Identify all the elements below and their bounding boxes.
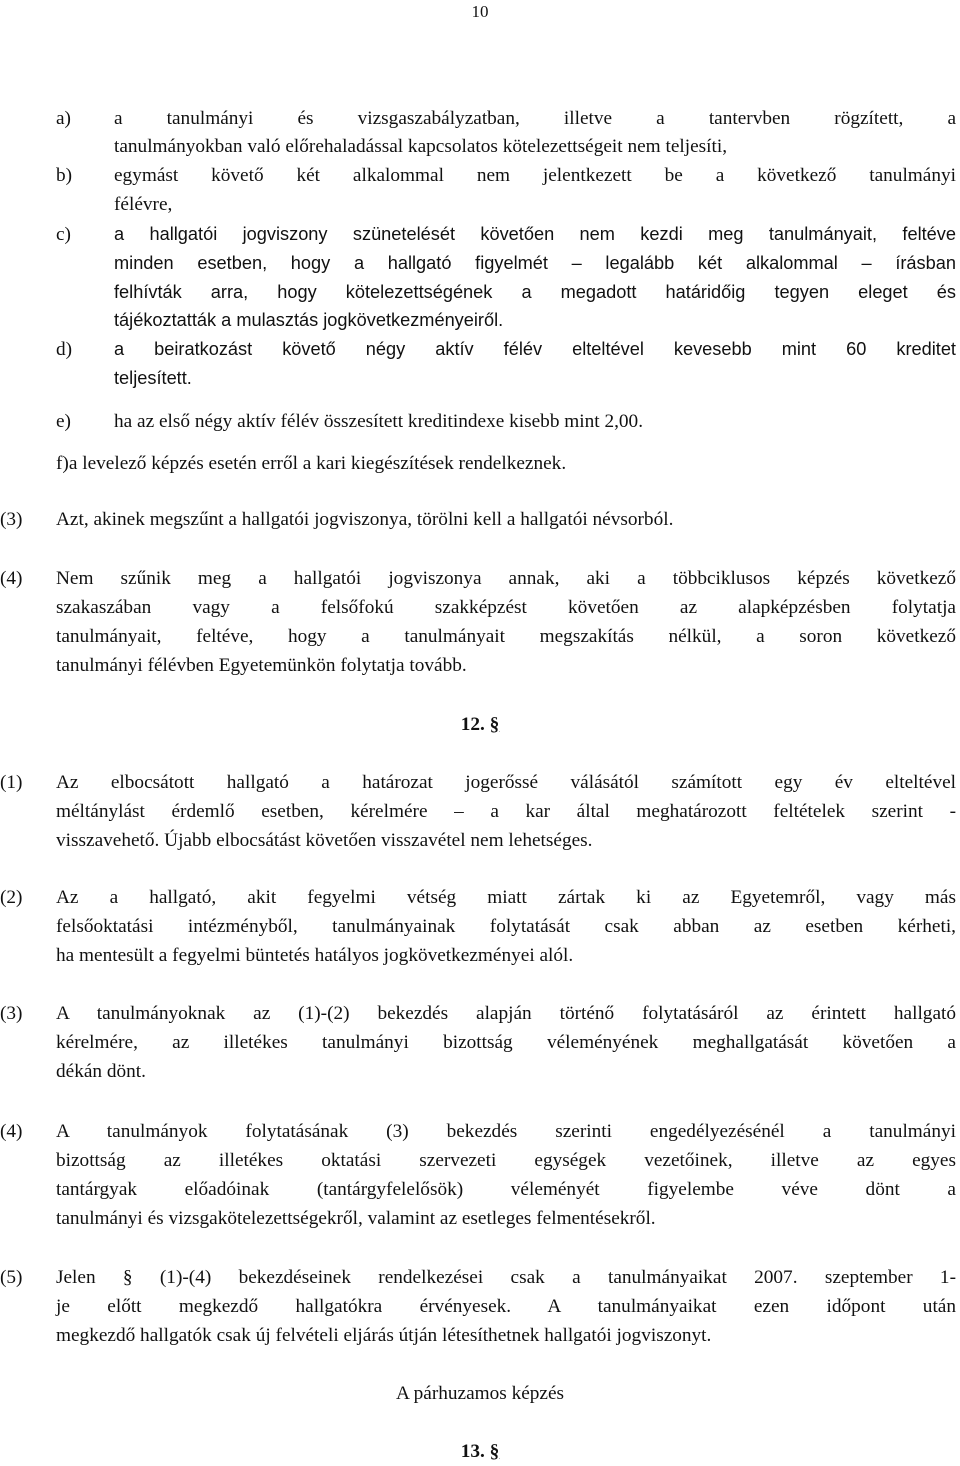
paragraph-11-4-line-4: tanulmányi félévben Egyetemünkön folytatja tovább. xyxy=(56,655,467,676)
list-item-a-line-1: a tanulmányi és vizsgaszabályzatban, illetve a tantervben rögzített, a xyxy=(114,108,956,129)
paragraph-12-5-line-1: Jelen § (1)-(4) bekezdéseinek rendelkezései csak a tanulmányaikat 2007. szeptember 1- xyxy=(56,1267,956,1288)
paragraph-12-1-line-1: Az elbocsátott hallgató a határozat jogerőssé válásától számított egy év elteltével xyxy=(56,772,956,793)
paragraph-12-2-line-2: felsőoktatási intézményből, tanulmányainak folytatását csak abban az esetben kérheti, xyxy=(56,916,956,937)
list-item-d-line-1: a beiratkozást követő négy aktív félév elteltével kevesebb mint 60 kreditet xyxy=(114,339,956,359)
paragraph-label-12-5: (5) xyxy=(0,1267,23,1288)
paragraph-12-4-line-2: bizottság az illetékes oktatási szervezeti egységek vezetőinek, illetve az egyes xyxy=(56,1150,956,1171)
list-item-b-line-2: félévre, xyxy=(114,194,173,215)
section-heading-12 xyxy=(0,713,960,737)
paragraph-12-4-line-1: A tanulmányok folytatásának (3) bekezdés szerinti engedélyezésénél a tanulmányi xyxy=(56,1121,956,1142)
list-item-c-line-3: felhívták arra, hogy kötelezettségének a megadott határidőig tegyen eleget és xyxy=(114,282,956,302)
list-item-f: f)a levelező képzés esetén erről a kari kiegészítések rendelkeznek. xyxy=(56,453,567,474)
paragraph-12-5-line-3: megkezdő hallgatók csak új felvételi eljárás útján létesíthetnek hallgatói jogviszonyt. xyxy=(56,1325,712,1346)
paragraph-label-12-3: (3) xyxy=(0,1003,23,1024)
paragraph-12-5-line-2: je előtt megkezdő hallgatókra érvényesek. A tanulmányaikat ezen időpont után xyxy=(56,1296,956,1317)
list-item-label-a: a) xyxy=(56,108,71,129)
list-item-label-d: d) xyxy=(56,339,73,360)
list-item-c-line-4: tájékoztatták a mulasztás jogkövetkezményeiről. xyxy=(114,310,504,330)
paragraph-12-4-line-4: tanulmányi és vizsgakötelezettségekről, valamint az esetleges felmentésekről. xyxy=(56,1208,656,1229)
paragraph-11-4-line-2: szakaszában vagy a felsőfokú szakképzést követően az alapképzésben folytatja xyxy=(56,597,956,618)
paragraph-11-4-line-1: Nem szűnik meg a hallgatói jogviszonya annak, aki a többciklusos képzés következő xyxy=(56,568,956,589)
section-title: A párhuzamos képzés xyxy=(395,1383,565,1404)
list-item-c-line-1: a hallgatói jogviszony szünetelését követően nem kezdi meg tanulmányait, feltéve xyxy=(114,224,956,244)
section-sign-13: § xyxy=(489,1441,500,1462)
paragraph-label-12-4: (4) xyxy=(0,1121,23,1142)
paragraph-12-2-line-3: ha mentesült a fegyelmi büntetés hatályos jogkövetkezményei alól. xyxy=(56,945,574,966)
paragraph-12-4-line-3: tantárgyak előadóinak (tantárgyfelelősök) véleményét figyelembe véve dönt a xyxy=(56,1179,956,1200)
paragraph-label-12-2: (2) xyxy=(0,887,23,908)
paragraph-label-11-3: (3) xyxy=(0,509,23,530)
list-item-d-line-2: teljesített. xyxy=(114,368,192,388)
section-number-12: 12. xyxy=(460,714,485,735)
paragraph-label-11-4: (4) xyxy=(0,568,23,589)
list-item-a-line-2: tanulmányokban való előrehaladással kapcsolatos kötelezettségeit nem teljesíti, xyxy=(114,136,728,157)
page-number: 10 xyxy=(471,2,489,21)
paragraph-12-3-line-3: dékán dönt. xyxy=(56,1061,146,1082)
paragraph-12-2-line-1: Az a hallgató, akit fegyelmi vétség miatt zártak ki az Egyetemről, vagy más xyxy=(56,887,956,908)
paragraph-12-3-line-1: A tanulmányoknak az (1)-(2) bekezdés alapján történő folytatásáról az érintett hallgató xyxy=(56,1003,956,1024)
section-number-13: 13. xyxy=(460,1441,485,1462)
list-item-b-line-1: egymást követő két alkalommal nem jelentkezett be a következő tanulmányi xyxy=(114,165,956,186)
paragraph-12-3-line-2: kérelmére, az illetékes tanulmányi bizottság véleményének meghallgatását követően a xyxy=(56,1032,956,1053)
list-item-label-b: b) xyxy=(56,165,73,186)
list-item-c-line-2: minden esetben, hogy a hallgató figyelmét – legalább két alkalommal – írásban xyxy=(114,253,956,273)
section-heading-13 xyxy=(0,1440,960,1464)
list-item-label-c: c) xyxy=(56,224,71,245)
list-item-label-e: e) xyxy=(56,411,71,432)
section-sign-12: § xyxy=(489,714,500,735)
list-item-e-line-1: ha az első négy aktív félév összesített kreditindexe kisebb mint 2,00. xyxy=(114,411,644,432)
paragraph-12-1-line-2: méltánylást érdemlő esetben, kérelmére – a kar által meghatározott feltételek szerint - xyxy=(56,801,956,822)
paragraph-label-12-1: (1) xyxy=(0,772,23,793)
paragraph-11-4-line-3: tanulmányait, feltéve, hogy a tanulmányait megszakítás nélkül, a soron következő xyxy=(56,626,956,647)
paragraph-12-1-line-3: visszavehető. Újabb elbocsátást követően visszavétel nem lehetséges. xyxy=(56,830,593,851)
paragraph-11-3-line-1: Azt, akinek megszűnt a hallgatói jogviszonya, törölni kell a hallgatói névsorból. xyxy=(56,509,674,530)
